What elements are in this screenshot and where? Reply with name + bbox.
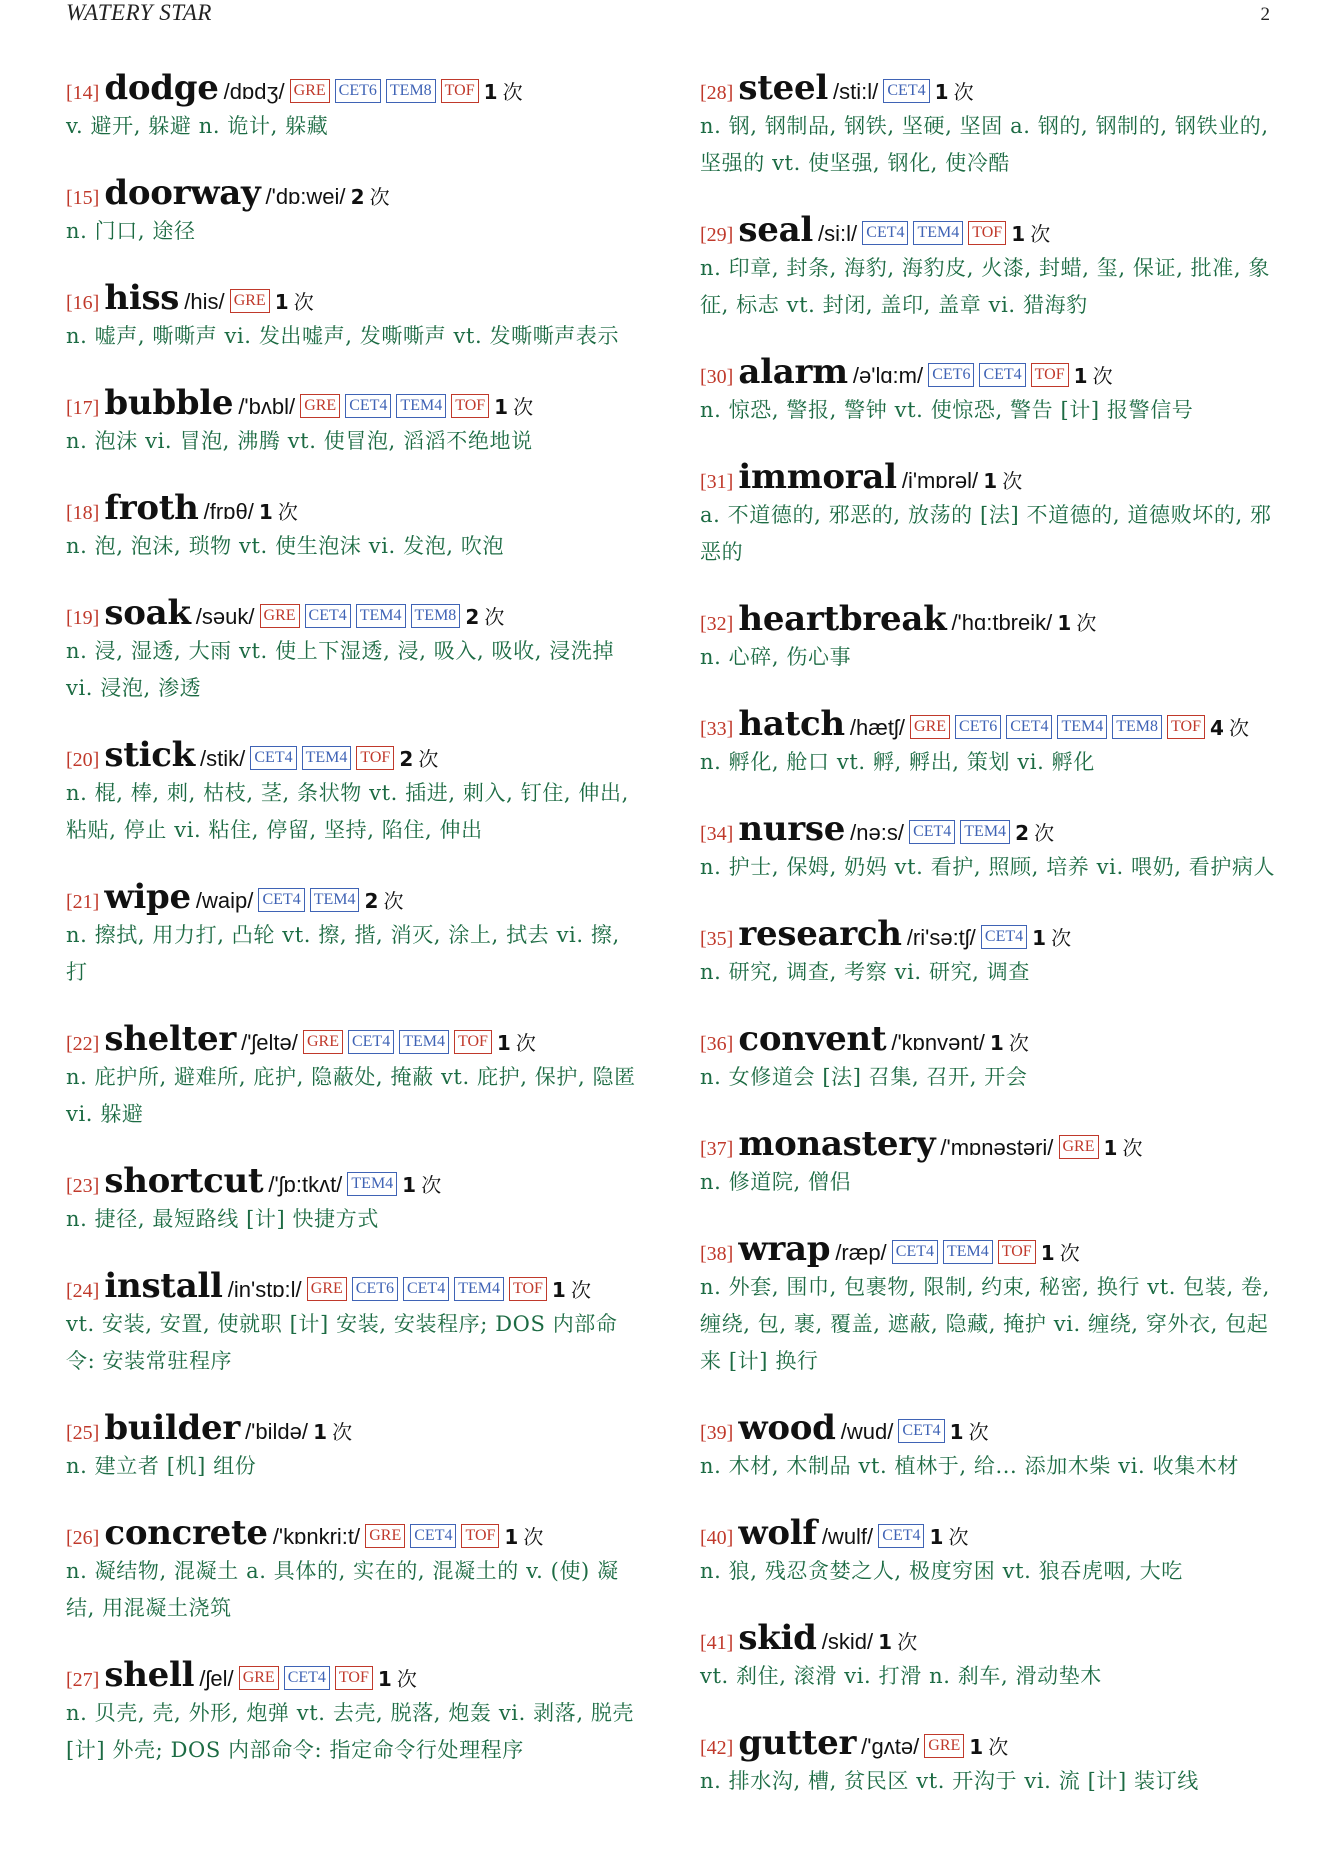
pronunciation: /frɒθ/ [203,499,254,524]
pronunciation: /'mɒnəstəri/ [940,1135,1054,1160]
exam-tag: CET4 [258,888,304,912]
entry-heading [700,597,1280,641]
vocab-entry [66,486,646,565]
vocab-entry [66,1511,646,1627]
definition: n. 门口, 途径 [66,219,196,243]
exam-tag: GRE [307,1277,347,1301]
occurrence-count: 1 [1011,222,1026,246]
left-column [66,66,646,1795]
occurrence-count: 1 [258,500,273,524]
occurrence-count: 1 [494,395,509,419]
vocab-entry [700,1511,1280,1590]
exam-tag: CET4 [883,79,929,103]
definition: n. 排水沟, 槽, 贫民区 vt. 开沟于 vi. 流 [计] 装订线 [700,1769,1199,1793]
occurrence-count: 1 [989,1031,1004,1055]
vocab-entry [700,1017,1280,1096]
exam-tag: CET4 [250,746,296,770]
exam-tag: GRE [230,289,270,313]
exam-tag: TOF [998,1240,1036,1264]
exam-tag: TOF [451,394,489,418]
definition: n. 惊恐, 警报, 警钟 vt. 使惊恐, 警告 [计] 报警信号 [700,398,1194,422]
entry-heading [66,1159,646,1203]
entry-number: [28] [700,82,734,104]
definition: v. 避开, 躲避 n. 诡计, 躲藏 [66,114,329,138]
exam-tag: CET6 [955,715,1001,739]
vocab-entry [700,455,1280,571]
count-suffix: 次 [1002,469,1023,493]
entry-number: [20] [66,749,100,771]
occurrence-count: 1 [483,80,498,104]
entry-number: [37] [700,1138,734,1160]
entry-number: [26] [66,1527,100,1549]
exam-tag: GRE [260,604,300,628]
exam-tag: TEM8 [411,604,461,628]
occurrence-count: 2 [364,889,379,913]
entry-heading [700,1721,1280,1765]
exam-tag: GRE [924,1734,964,1758]
headword: wood [738,1408,836,1448]
vocab-entry [66,875,646,991]
definition: n. 心碎, 伤心事 [700,645,852,669]
entry-heading [700,66,1280,110]
entry-number: [23] [66,1175,100,1197]
headword: hatch [738,704,845,744]
headword: skid [738,1618,817,1658]
pronunciation: /'gʌtə/ [861,1734,920,1759]
entry-heading [66,381,646,425]
exam-tag: TOF [441,79,479,103]
vocab-entry [700,1406,1280,1485]
occurrence-count: 1 [1073,364,1088,388]
count-suffix: 次 [293,290,314,314]
exam-tag: CET6 [335,79,381,103]
definition: n. 泡沫 vi. 冒泡, 沸腾 vt. 使冒泡, 滔滔不绝地说 [66,429,533,453]
entry-number: [33] [700,718,734,740]
occurrence-count: 4 [1209,716,1224,740]
count-suffix: 次 [948,1525,969,1549]
right-column [700,66,1280,1826]
entry-heading [66,486,646,530]
pronunciation: /ə'lɑ:m/ [852,363,924,388]
exam-tag: CET4 [403,1277,449,1301]
pronunciation: /his/ [184,289,225,314]
count-suffix: 次 [988,1735,1009,1759]
vocab-entry [66,1406,646,1485]
entry-heading [700,1122,1280,1166]
entry-heading [700,702,1280,746]
count-suffix: 次 [418,747,439,771]
count-suffix: 次 [484,605,505,629]
definition: n. 建立者 [机] 组份 [66,1454,257,1478]
occurrence-count: 1 [1057,611,1072,635]
exam-tag: TEM8 [1112,715,1162,739]
definition: n. 女修道会 [法] 召集, 召开, 开会 [700,1065,1028,1089]
entry-heading [700,350,1280,394]
occurrence-count: 1 [496,1031,511,1055]
count-suffix: 次 [968,1420,989,1444]
count-suffix: 次 [897,1630,918,1654]
entry-heading [700,807,1280,851]
pronunciation: /skid/ [821,1629,874,1654]
entry-number: [34] [700,823,734,845]
vocab-entry [700,702,1280,781]
entry-heading [700,1017,1280,1061]
headword: heartbreak [738,599,947,639]
vocab-entry [700,1721,1280,1800]
entry-number: [38] [700,1243,734,1265]
pronunciation: /wulf/ [821,1524,874,1549]
definition: n. 外套, 围巾, 包裹物, 限制, 约束, 秘密, 换行 vt. 包装, 卷, 缠绕, 包, 裹, 覆盖, 遮蔽, 隐藏, 掩护 vi. 缠绕, 穿外衣, 包起来 [计] 换行 [700,1275,1270,1373]
count-suffix: 次 [502,80,523,104]
exam-tag: CET4 [1006,715,1052,739]
headword: shell [104,1655,195,1695]
entry-heading [700,1616,1280,1660]
exam-tag: GRE [290,79,330,103]
exam-tag: TEM4 [913,221,963,245]
definition: n. 浸, 湿透, 大雨 vt. 使上下湿透, 浸, 吸入, 吸收, 浸洗掉 vi. 浸泡, 渗透 [66,639,615,700]
vocab-entry [66,733,646,849]
vocab-entry [66,1264,646,1380]
count-suffix: 次 [277,500,298,524]
pronunciation: /'kɒnvənt/ [891,1030,985,1055]
definition: n. 印章, 封条, 海豹, 海豹皮, 火漆, 封蜡, 玺, 保证, 批准, 象征, 标志 vt. 封闭, 盖印, 盖章 vi. 猎海豹 [700,256,1271,317]
exam-tag: TEM4 [356,604,406,628]
exam-tag: GRE [365,1524,405,1548]
vocab-entry [700,208,1280,324]
exam-tag: CET4 [878,1524,924,1548]
count-suffix: 次 [1030,222,1051,246]
entry-heading [700,1227,1280,1271]
definition: n. 凝结物, 混凝土 a. 具体的, 实在的, 混凝土的 v. (使) 凝结, 用混凝土浇筑 [66,1559,619,1620]
definition: n. 嘘声, 嘶嘶声 vi. 发出嘘声, 发嘶嘶声 vt. 发嘶嘶声表示 [66,324,620,348]
count-suffix: 次 [1059,1241,1080,1265]
entry-number: [35] [700,928,734,950]
entry-number: [21] [66,891,100,913]
pronunciation: /səuk/ [195,604,255,629]
exam-tag: CET4 [305,604,351,628]
entry-number: [16] [66,292,100,314]
definition: n. 棍, 棒, 刺, 枯枝, 茎, 条状物 vt. 插进, 刺入, 钉住, 伸出, 粘贴, 停止 vi. 粘住, 停留, 坚持, 陷住, 伸出 [66,781,629,842]
exam-tag: TEM8 [386,79,436,103]
definition: n. 孵化, 舱口 vt. 孵, 孵出, 策划 vi. 孵化 [700,750,1095,774]
pronunciation: /wud/ [840,1419,894,1444]
definition: n. 庇护所, 避难所, 庇护, 隐蔽处, 掩蔽 vt. 庇护, 保护, 隐匿 vi. 躲避 [66,1065,636,1126]
vocab-entry [700,350,1280,429]
headword: doorway [104,173,261,213]
entry-number: [18] [66,502,100,524]
definition: n. 泡, 泡沫, 琐物 vt. 使生泡沫 vi. 发泡, 吹泡 [66,534,505,558]
vocab-entry [66,66,646,145]
headword: alarm [738,352,848,392]
headword: wipe [104,877,191,917]
pronunciation: /si:l/ [818,221,858,246]
count-suffix: 次 [513,395,534,419]
entry-number: [31] [700,471,734,493]
occurrence-count: 1 [934,80,949,104]
headword: monastery [738,1124,936,1164]
vocab-entry [700,1122,1280,1201]
entry-number: [40] [700,1527,734,1549]
exam-tag: TOF [1031,363,1069,387]
definition: a. 不道德的, 邪恶的, 放荡的 [法] 不道德的, 道德败坏的, 邪恶的 [700,503,1272,564]
entry-heading [66,1264,646,1308]
pronunciation: /ʃel/ [199,1666,234,1691]
entry-number: [41] [700,1632,734,1654]
exam-tag: CET4 [981,925,1027,949]
exam-tag: TEM4 [399,1030,449,1054]
pronunciation: /'dɒ:wei/ [265,184,346,209]
entry-heading [66,875,646,919]
occurrence-count: 2 [1015,821,1029,845]
exam-tag: TEM4 [347,1172,397,1196]
entry-number: [39] [700,1422,734,1444]
exam-tag: TOF [1167,715,1205,739]
exam-tag: TOF [335,1666,373,1690]
headword: builder [104,1408,240,1448]
headword: gutter [738,1723,857,1763]
exam-tag: CET4 [979,363,1025,387]
exam-tag: CET6 [352,1277,398,1301]
vocab-entry [66,171,646,250]
vocab-entry [700,1227,1280,1380]
definition: n. 捷径, 最短路线 [计] 快捷方式 [66,1207,379,1231]
exam-tag: CET4 [345,394,391,418]
exam-tag: TEM4 [960,820,1010,844]
definition: n. 擦拭, 用力打, 凸轮 vt. 擦, 揩, 消灭, 涂上, 拭去 vi. 擦, 打 [66,923,620,984]
headword: dodge [104,68,219,108]
headword: soak [104,593,191,633]
pronunciation: /'ʃɒ:tkʌt/ [268,1172,343,1197]
exam-tag: TOF [968,221,1006,245]
exam-tag: GRE [239,1666,279,1690]
definition: n. 木材, 木制品 vt. 植林于, 给... 添加木柴 vi. 收集木材 [700,1454,1240,1478]
occurrence-count: 1 [969,1735,984,1759]
exam-tag: GRE [303,1030,343,1054]
count-suffix: 次 [1092,364,1113,388]
occurrence-count: 2 [350,185,365,209]
entry-number: [25] [66,1422,100,1444]
exam-tag: CET4 [892,1240,938,1264]
exam-tag: TOF [454,1030,492,1054]
exam-tag: TEM4 [454,1277,504,1301]
count-suffix: 次 [1076,611,1097,635]
entry-number: [30] [700,366,734,388]
occurrence-count: 1 [274,290,289,314]
pronunciation: /nə:s/ [850,820,904,845]
headword: nurse [738,809,846,849]
pronunciation: /dɒdʒ/ [223,79,285,104]
entry-heading [66,1406,646,1450]
occurrence-count: 1 [878,1630,893,1654]
count-suffix: 次 [1034,821,1055,845]
count-suffix: 次 [523,1525,544,1549]
occurrence-count: 1 [504,1525,519,1549]
exam-tag: CET6 [928,363,974,387]
exam-tag: GRE [300,394,340,418]
headword: seal [738,210,813,250]
entry-number: [24] [66,1280,100,1302]
count-suffix: 次 [332,1420,353,1444]
occurrence-count: 1 [551,1278,566,1302]
definition: n. 修道院, 僧侣 [700,1170,852,1194]
pronunciation: /in'stɒ:l/ [227,1277,302,1302]
pronunciation: /ri'sə:tʃ/ [906,925,976,950]
occurrence-count: 1 [402,1173,417,1197]
entry-heading [66,171,646,215]
exam-tag: CET4 [284,1666,330,1690]
occurrence-count: 1 [313,1420,327,1444]
count-suffix: 次 [515,1031,536,1055]
vocab-entry [700,66,1280,182]
headword: research [738,914,902,954]
headword: bubble [104,383,234,423]
exam-tag: GRE [1059,1135,1099,1159]
entry-heading [700,1511,1280,1555]
headword: install [104,1266,223,1306]
pronunciation: /stik/ [200,746,246,771]
definition: n. 研究, 调查, 考察 vi. 研究, 调查 [700,960,1030,984]
exam-tag: CET4 [909,820,955,844]
vocab-entry [66,1159,646,1238]
count-suffix: 次 [1228,716,1249,740]
entry-heading [700,208,1280,252]
headword: steel [738,68,828,108]
count-suffix: 次 [396,1667,417,1691]
entry-heading [66,1511,646,1555]
headword: wolf [738,1513,817,1553]
header-title: WATERY STAR [66,0,212,25]
headword: concrete [104,1513,268,1553]
vocab-entry [700,912,1280,991]
exam-tag: CET4 [862,221,908,245]
exam-tag: TEM4 [310,888,360,912]
headword: wrap [738,1229,831,1269]
definition: n. 狼, 残忍贪婪之人, 极度穷困 vt. 狼吞虎咽, 大吃 [700,1559,1183,1583]
definition: vt. 安装, 安置, 使就职 [计] 安装, 安装程序; DOS 内部命令: 安装常驻程序 [66,1312,618,1373]
headword: shortcut [104,1161,264,1201]
exam-tag: TEM4 [396,394,446,418]
pronunciation: /waip/ [195,888,254,913]
entry-number: [32] [700,613,734,635]
entry-number: [36] [700,1033,734,1055]
entry-heading [66,733,646,777]
entry-heading [700,455,1280,499]
entry-number: [19] [66,607,100,629]
vocab-entry [66,381,646,460]
headword: convent [738,1019,887,1059]
entry-number: [42] [700,1737,734,1759]
exam-tag: TEM4 [943,1240,993,1264]
headword: shelter [104,1019,236,1059]
definition: n. 钢, 钢制品, 钢铁, 坚硬, 坚固 a. 钢的, 钢制的, 钢铁业的, 坚强的 vt. 使坚强, 钢化, 使冷酷 [700,114,1269,175]
entry-heading [66,591,646,635]
entry-number: [22] [66,1033,100,1055]
vocab-entry [66,1017,646,1133]
exam-tag: TOF [509,1277,547,1301]
occurrence-count: 1 [949,1420,964,1444]
pronunciation: /sti:l/ [833,79,879,104]
exam-tag: TEM4 [302,746,352,770]
vocab-entry [66,1653,646,1769]
exam-tag: TOF [461,1524,499,1548]
occurrence-count: 1 [1040,1241,1055,1265]
vocab-entry [66,591,646,707]
headword: hiss [104,278,180,318]
occurrence-count: 2 [399,747,414,771]
entry-number: [27] [66,1669,100,1691]
headword: immoral [738,457,897,497]
occurrence-count: 1 [1103,1136,1118,1160]
count-suffix: 次 [369,185,390,209]
definition: vt. 刹住, 滚滑 vi. 打滑 n. 刹车, 滑动垫木 [700,1664,1102,1688]
occurrence-count: 1 [377,1667,392,1691]
pronunciation: /'ʃeltə/ [241,1030,298,1055]
entry-heading [66,276,646,320]
headword: froth [104,488,199,528]
occurrence-count: 1 [929,1525,944,1549]
exam-tag: TOF [356,746,394,770]
exam-tag: CET4 [348,1030,394,1054]
vocab-entry [700,597,1280,676]
vocab-entry [700,807,1280,886]
occurrence-count: 2 [465,605,480,629]
pronunciation: /'bʌbl/ [238,394,296,419]
occurrence-count: 1 [1032,926,1047,950]
definition: n. 贝壳, 壳, 外形, 炮弹 vt. 去壳, 脱落, 炮轰 vi. 剥落, 脱壳 [计] 外壳; DOS 内部命令: 指定命令行处理程序 [66,1701,635,1762]
entry-heading [700,912,1280,956]
pronunciation: /'kɒnkri:t/ [272,1524,361,1549]
pronunciation: /'hɑ:tbreik/ [951,610,1053,635]
pronunciation: /ræp/ [835,1240,887,1265]
page-number: 2 [1260,4,1270,25]
entry-number: [17] [66,397,100,419]
entry-heading [66,66,646,110]
count-suffix: 次 [421,1173,442,1197]
entry-heading [66,1653,646,1697]
exam-tag: GRE [910,715,950,739]
entry-number: [14] [66,82,100,104]
count-suffix: 次 [953,80,974,104]
count-suffix: 次 [570,1278,591,1302]
count-suffix: 次 [383,889,404,913]
definition: n. 护士, 保姆, 奶妈 vt. 看护, 照顾, 培养 vi. 喂奶, 看护病人 [700,855,1276,879]
vocab-entry [700,1616,1280,1695]
entry-number: [15] [66,187,100,209]
entry-number: [29] [700,224,734,246]
entry-heading [66,1017,646,1061]
exam-tag: CET4 [898,1419,944,1443]
exam-tag: CET4 [410,1524,456,1548]
count-suffix: 次 [1008,1031,1029,1055]
pronunciation: /i'mɒrəl/ [901,468,979,493]
count-suffix: 次 [1051,926,1072,950]
entry-heading [700,1406,1280,1450]
occurrence-count: 1 [983,469,998,493]
vocab-entry [66,276,646,355]
exam-tag: TEM4 [1057,715,1107,739]
pronunciation: /'bildə/ [245,1419,308,1444]
pronunciation: /hætʃ/ [849,715,905,740]
count-suffix: 次 [1122,1136,1143,1160]
headword: stick [104,735,195,775]
